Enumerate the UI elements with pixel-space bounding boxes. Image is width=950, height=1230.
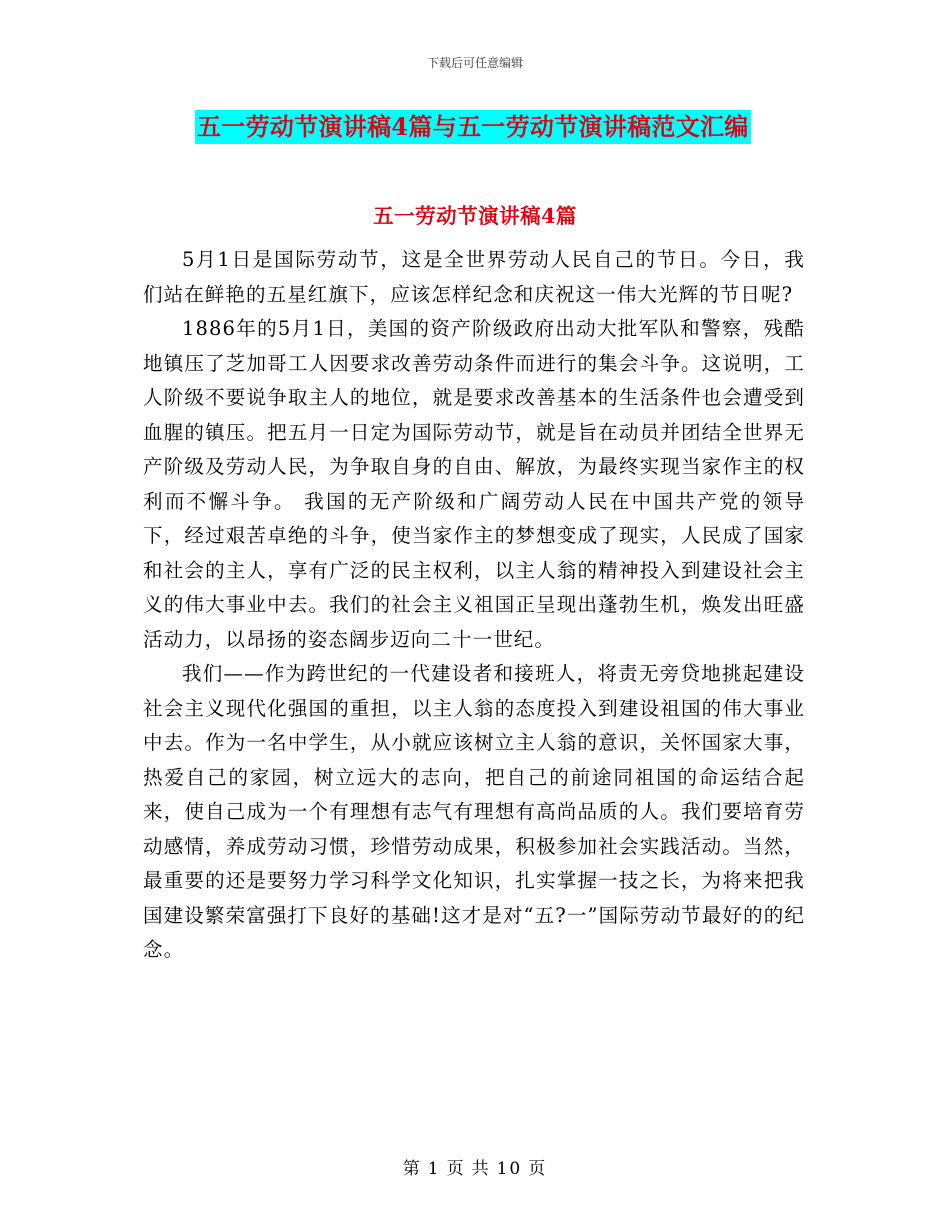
footer-page-word: 页 <box>446 1159 466 1179</box>
page-footer <box>0 1154 950 1179</box>
document-body <box>143 243 805 968</box>
page-total: 10 <box>496 1159 523 1179</box>
section-title: 五一劳动节演讲稿4篇 <box>373 204 577 228</box>
main-title-container <box>195 110 751 144</box>
footer-total-word: 共 <box>471 1159 491 1179</box>
footer-prefix: 第 <box>402 1159 422 1179</box>
paragraph-1: 5月1日是国际劳动节，这是全世界劳动人民自己的节日。今日，我们站在鲜艳的五星红旗下，应该怎样纪念和庆祝这一伟大光辉的节日呢? <box>143 248 805 306</box>
paragraph-3: 我们——作为跨世纪的一代建设者和接班人，将责无旁贷地挑起建设社会主义现代化强国的重担，以主人翁的态度投入到建设祖国的伟大事业中去。作为一名中学生，从小就应该树立主人翁的意识，关怀国家大事，热爱自己的家园，树立远大的志向，把自己的前途同祖国的命运结合起来，使自己成为一个有理想有志气有理想有高尚品质的人。我们要培育劳动感情，养成劳动习惯，珍惜劳动成果，积极参加社会实践活动。当然，最重要的还是要努力学习科学文化知识，扎实掌握一技之长，为将来把我国建设繁荣富强打下良好的基础!这才是对“五?一”国际劳动节最好的的纪念。 <box>143 662 805 961</box>
header-note: 下载后可任意编辑 <box>426 56 523 70</box>
footer-suffix: 页 <box>528 1159 548 1179</box>
main-title: 五一劳动节演讲稿4篇与五一劳动节演讲稿范文汇编 <box>195 110 751 144</box>
paragraph-2: 1886年的5月1日，美国的资产阶级政府出动大批军队和警察，残酷地镇压了芝加哥工人因要求改善劳动条件而进行的集会斗争。这说明，工人阶级不要说争取主人的地位，就是要求改善基本的生活条件也会遭受到血腥的镇压。把五月一日定为国际劳动节，就是旨在动员并团结全世界无产阶级及劳动人民，为争取自身的自由、解放，为最终实现当家作主的权利而不懈斗争。 我国的无产阶级和广阔劳动人民在中国共产党的领导下，经过艰苦卓绝的斗争，使当家作主的梦想变成了现实，人民成了国家和社会的主人，享有广泛的民主权利，以主人翁的精神投入到建设社会主义的伟大事业中去。我们的社会主义祖国正呈现出蓬勃生机，焕发出旺盛活动力，以昂扬的姿态阔步迈向二十一世纪。 <box>143 317 805 651</box>
page-number: 1 <box>427 1159 441 1179</box>
